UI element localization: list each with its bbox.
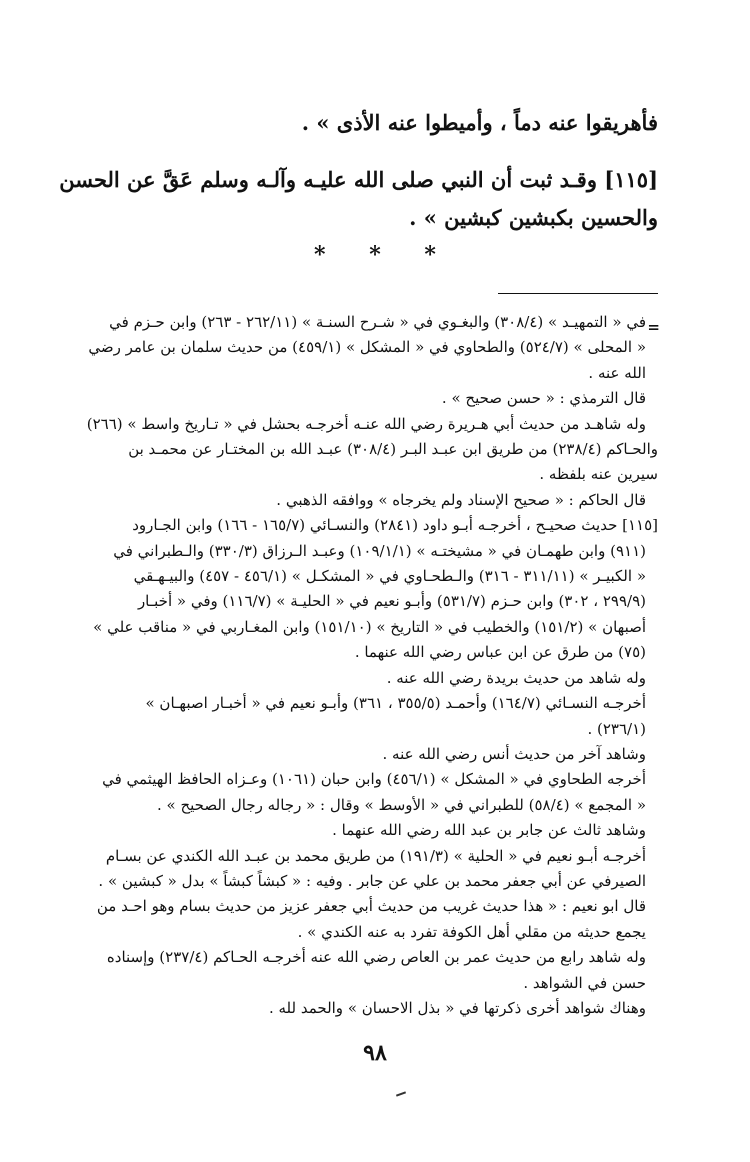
footnote-line: وشاهد آخر من حديث أنس رضي الله عنه . (382, 744, 646, 763)
footnote-line: حسن في الشواهد . (523, 973, 646, 992)
main-text-line-2: [١١٥] وقـد ثبت أن النبي صلى الله عليـه وآلـه وسلم عَقَّ عن الحسن (59, 167, 658, 192)
separator-star: * (424, 242, 436, 268)
footnote-line: قال الترمذي : « حسن صحيح » . (441, 389, 646, 408)
footnote-line: « الكبيـر » (٣١١/١١ - ٣١٦) والـطحـاوي في « المشكـل » (٤٥٦/١ - ٤٥٧) والبيـهـقي (133, 567, 646, 586)
footnote-line: (٩١١) وابن طهمـان في « مشيختـه » (١٠٩/١/١) وعبـد الـرزاق (٣٣٠/٣) والـطبراني في (113, 541, 646, 560)
separator-star: * (369, 242, 381, 268)
footnote-continuation-marker: = (647, 318, 660, 336)
footnote-line: سيرين عنه بلفظه . (539, 465, 658, 484)
main-text-line-1: فأهريقوا عنه دماً ، وأميطوا عنه الأذى » . (301, 110, 658, 135)
footnote-line: (٢٩٩/٩ ، ٣٠٢) وابن حـزم (٥٣١/٧) وأبـو نعيم في « الحليـة » (١١٦/٧) وفي « أخبـار (137, 592, 646, 611)
footnote-line: وشاهد ثالث عن جابر بن عبد الله رضي الله عنهما . (332, 821, 646, 840)
footnote-line: أصبهان » (١٥١/٢) والخطيب في « التاريخ » (١٥١/١٠) وابن المغـاربي في « مناقب علي » (93, 617, 646, 636)
footnote-line: (٢٣٦/١) . (587, 719, 646, 738)
footnote-line: وله شاهد من حديث بريدة رضي الله عنه . (386, 668, 646, 687)
footnote-line: قال ابو نعيم : « هذا حديث غريب من حديث أبي جعفر عزيز من حديث بسام وهو احـد من (96, 897, 646, 916)
footnote-line: « المجمع » (٥٨/٤) للطبراني في « الأوسط » وقال : « رجاله رجال الصحيح » . (156, 795, 646, 814)
footnote-line: وهناك شواهد أخرى ذكرتها في « بذل الاحسان » والحمد لله . (268, 998, 646, 1017)
footnote-line: أخرجـه أبـو نعيم في « الحلية » (١٩١/٣) من طريق محمد بن عبـد الله الكندي عن بسـام (105, 846, 646, 865)
footnote-line: أخرجـه النسـائي (١٦٤/٧) وأحمـد (٣٥٥/٥ ، ٣٦١) وأبـو نعيم في « أخبـار اصبهـان » (145, 694, 646, 713)
footnote-line: وله شاهد رابع من حديث عمر بن العاص رضي الله عنه أخرجـه الحـاكم (٢٣٧/٤) وإسناده (106, 948, 646, 967)
print-mark (396, 1091, 406, 1096)
footnote-line: يجمع حديثه من مقلي أهل الكوفة تفرد به عنه الكندي » . (297, 922, 646, 941)
footnote-line: « المحلى » (٥٢٤/٧) والطحاوي في « المشكل » (٤٥٩/١) من حديث سلمان بن عامر رضي (88, 338, 646, 357)
main-text-line-3: والحسين بكبشين كبشين » . (409, 205, 658, 230)
footnote-rule (498, 293, 658, 294)
footnote-line: الصيرفي عن أبي جعفر محمد بن علي عن جابر . وفيه : « كبشاً كبشاً » بدل « كبشين » . (98, 871, 646, 890)
footnote-line: [١١٥] حديث صحيـح ، أخرجـه أبـو داود (٢٨٤١) والنسـائي (١٦٥/٧ - ١٦٦) وابن الجـارود (132, 516, 658, 535)
footnotes-block (82, 310, 658, 1021)
section-separator (0, 242, 750, 268)
separator-star: * (314, 242, 326, 268)
footnote-line: والحـاكم (٢٣٨/٤) من طريق ابن عبـد البـر (٣٠٨/٤) عبـد الله بن المختـار عن محمـد بن (128, 440, 658, 459)
footnote-line: أخرجه الطحاوي في « المشكل » (٤٥٦/١) وابن حبان (١٠٦١) وعـزاه الحافظ الهيثمي في (102, 770, 646, 789)
footnote-line: قال الحاكم : « صحيح الإسناد ولم يخرجاه » ووافقه الذهبي . (276, 490, 646, 509)
footnote-line: (٧٥) من طرق عن ابن عباس رضي الله عنهما . (354, 643, 646, 662)
footnote-line: الله عنه . (588, 363, 646, 382)
footnote-line: في « التمهيـد » (٣٠٨/٤) والبغـوي في « شـرح السنـة » (٢٦٢/١١ - ٢٦٣) وابن حـزم في (109, 313, 646, 331)
page-number: ٩٨ (363, 1040, 387, 1066)
footnote-line: وله شاهـد من حديث أبي هـريرة رضي الله عنـه أخرجـه بحشل في « تـاريخ واسط » (٢٦٦) (86, 414, 646, 433)
